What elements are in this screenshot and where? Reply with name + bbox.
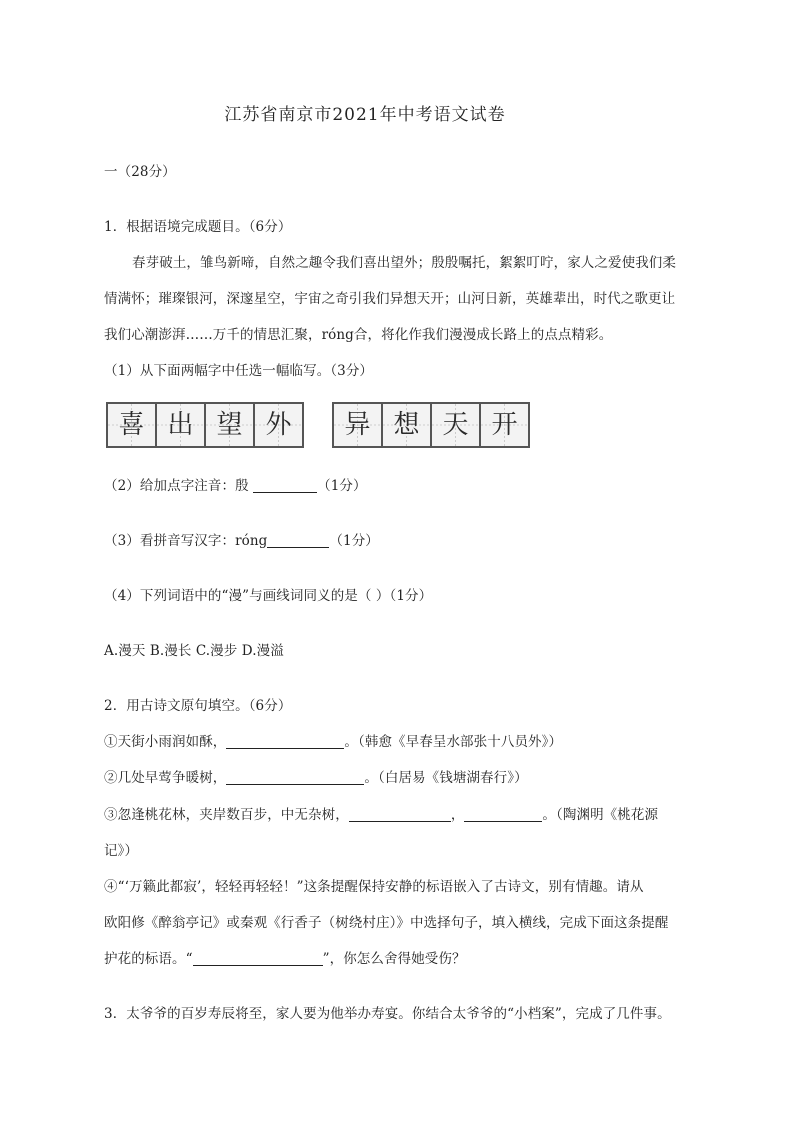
q2-line-1: ①天街小雨润如酥， 。（韩愈《早春呈水部张十八员外》） <box>104 734 563 750</box>
grid-cell <box>253 402 304 448</box>
answer-blank[interactable] <box>226 734 344 749</box>
answer-blank[interactable] <box>267 533 329 548</box>
answer-blank[interactable] <box>193 951 323 966</box>
q2-line-4: 护花的标语。“ ”，你怎么舍得她受伤？ <box>104 951 466 967</box>
q1-sub3: （3）看拼音写汉字：róng （1分） <box>104 533 379 549</box>
grid-cell <box>204 402 254 448</box>
calligraphy-char: 开 <box>491 410 518 440</box>
calligraphy-char: 想 <box>393 410 420 440</box>
calligraphy-char: 望 <box>216 410 243 440</box>
grid-cell <box>430 402 480 448</box>
calligraphy-char: 喜 <box>118 410 145 440</box>
q1-sub4: （4）下列词语中的“漫”与画线词同义的是（ ）（1分） <box>104 588 433 604</box>
q1-passage-line: 情满怀；璀璨银河，深邃星空，宇宙之奇引我们异想天开；山河日新，英雄辈出，时代之歌更让 <box>104 291 676 307</box>
calligraphy-char: 出 <box>167 410 194 440</box>
grid-cell <box>479 402 530 448</box>
q1-sub2: （2）给加点字注音：殷 （1分） <box>104 478 367 494</box>
calligraphy-char: 天 <box>442 410 469 440</box>
q1-sub1: （1）从下面两幅字中任选一幅临写。（3分） <box>104 363 374 379</box>
grid-cell <box>332 402 382 448</box>
calligraphy-char: 异 <box>344 410 371 440</box>
calligraphy-set-1 <box>106 402 303 448</box>
q1-passage-line: 我们心潮澎湃……万千的情思汇聚，róng合，将化作我们漫漫成长路上的点点精彩。 <box>104 327 613 343</box>
calligraphy-char: 外 <box>265 410 292 440</box>
q2-line-2: ②几处早莺争暖树， 。（白居易《钱塘湖春行》） <box>104 770 528 786</box>
section-header: 一（28分） <box>104 164 176 180</box>
q1-heading: 1．根据语境完成题目。（6分） <box>104 219 292 235</box>
q2-line-3-cont: 记》） <box>104 843 139 859</box>
q1-passage-line: 春芽破土，雏鸟新啼，自然之趣令我们喜出望外；殷殷嘱托，絮絮叮咛，家人之爱使我们柔 <box>132 255 676 271</box>
calligraphy-set-2 <box>332 402 529 448</box>
page-title: 江苏省南京市2021年中考语文试卷 <box>224 105 506 125</box>
answer-blank[interactable] <box>349 807 451 822</box>
q3-heading: 3．太爷爷的百岁寿辰将至，家人要为他举办寿宴。你结合太爷爷的“小档案”，完成了几件事。 <box>104 1006 671 1022</box>
q2-line-3: ③忽逢桃花林，夹岸数百步，中无杂树， ， 。（陶渊明《桃花源 <box>104 807 659 823</box>
q2-line-4: ④“‘万籁此都寂’，轻轻再轻轻！”这条提醒保持安静的标语嵌入了古诗文，别有情趣。请从 <box>104 879 644 895</box>
answer-blank[interactable] <box>253 478 317 493</box>
grid-cell <box>155 402 205 448</box>
answer-blank[interactable] <box>226 770 364 785</box>
q2-heading: 2．用古诗文原句填空。（6分） <box>104 698 292 714</box>
q1-options: A.漫天 B.漫长 C.漫步 D.漫溢 <box>104 643 284 659</box>
answer-blank[interactable] <box>464 807 542 822</box>
q2-line-4: 欧阳修《醉翁亭记》或秦观《行香子（树绕村庄）》中选择句子，填入横线，完成下面这条提醒 <box>104 915 669 931</box>
grid-cell <box>381 402 431 448</box>
grid-cell <box>106 402 156 448</box>
